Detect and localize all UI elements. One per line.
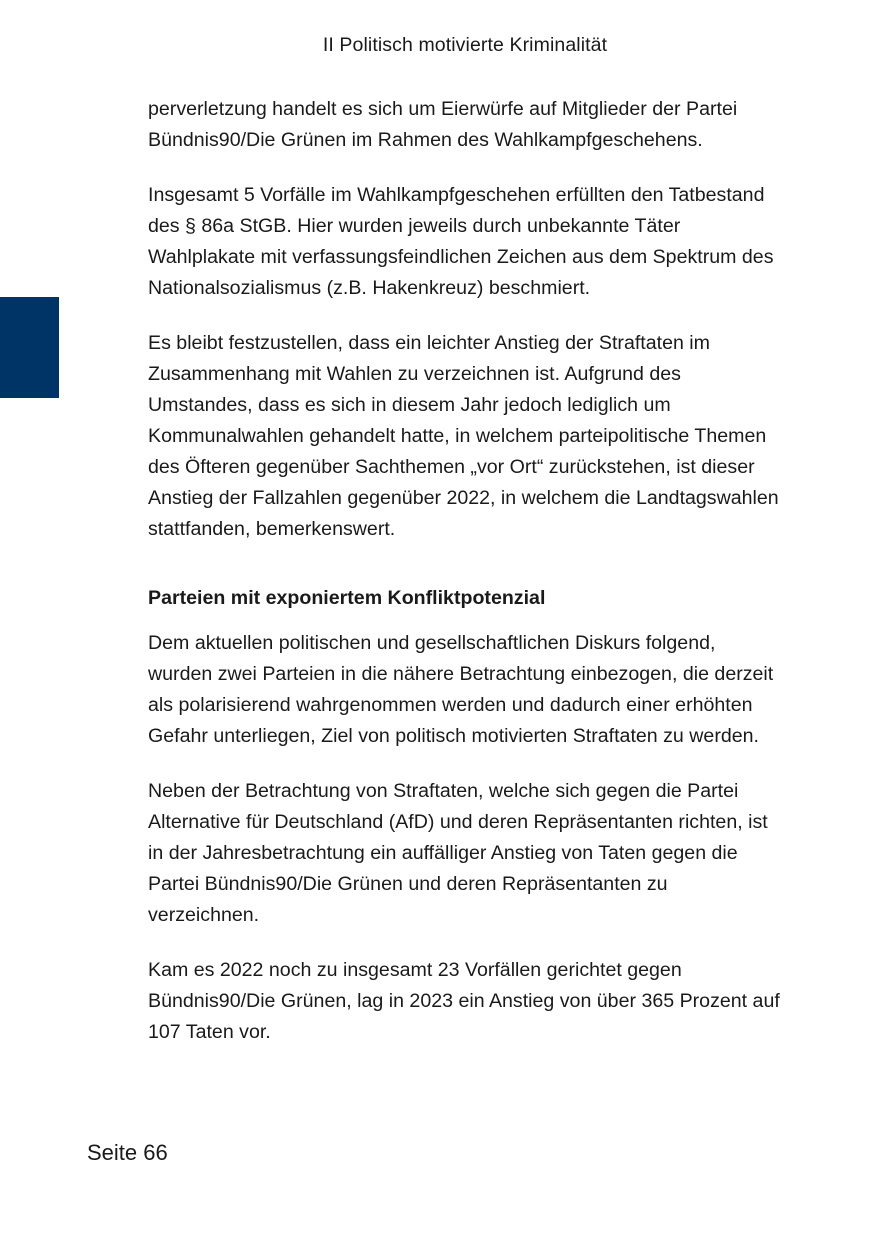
running-header: II Politisch motivierte Kriminalität	[322, 34, 608, 56]
paragraph: Es bleibt festzustellen, dass ein leichter Anstieg der Straftaten im Zusammenhang mit Wahlen zu verzeichnen ist. Aufgrund des Umstandes, dass es sich in diesem Jahr jedoch lediglich um Kommunalwahlen gehandelt hatte, in welchem parteipolitische Themen des Öfteren gegenüber Sachthemen „vor Ort“ zurückstehen, ist dieser Anstieg der Fallzahlen gegenüber 2022, in welchem die Landtagswahlen stattfanden, bemerkenswert.	[148, 332, 779, 540]
paragraph: Insgesamt 5 Vorfälle im Wahlkampfgeschehen erfüllten den Tatbestand des § 86a StGB. Hier wurden jeweils durch unbekannte Täter Wahlplakate mit verfassungsfeindlichen Zeichen aus dem Spektrum des Nationalsozialismus (z.B. Hakenkreuz) beschmiert.	[148, 184, 774, 299]
paragraph: perverletzung handelt es sich um Eierwürfe auf Mitglieder der Partei Bündnis90/Die Grünen im Rahmen des Wahlkampfgeschehens.	[148, 98, 738, 151]
page-number: Seite 66	[87, 1140, 168, 1165]
chapter-tab-marker	[0, 297, 59, 398]
paragraph: Neben der Betrachtung von Straftaten, welche sich gegen die Partei Alternative für Deutschland (AfD) und deren Repräsentanten richten, ist in der Jahresbetrachtung ein auffälliger Anstieg von Taten gegen die Partei Bündnis90/Die Grünen und deren Repräsentanten zu verzeichnen.	[148, 780, 768, 926]
section-heading: Parteien mit exponiertem Konfliktpotenzial	[148, 587, 546, 609]
page-content	[148, 94, 782, 1048]
paragraph: Dem aktuellen politischen und gesellschaftlichen Diskurs folgend, wurden zwei Parteien in die nähere Betrachtung einbezogen, die derzeit als polarisierend wahrgenommen werden und dadurch einer erhöhten Gefahr unterliegen, Ziel von politisch motivierten Straftaten zu werden.	[148, 632, 774, 747]
paragraph: Kam es 2022 noch zu insgesamt 23 Vorfällen gerichtet gegen Bündnis90/Die Grünen, lag in 2023 ein Anstieg von über 365 Prozent auf 107 Taten vor.	[148, 959, 780, 1043]
